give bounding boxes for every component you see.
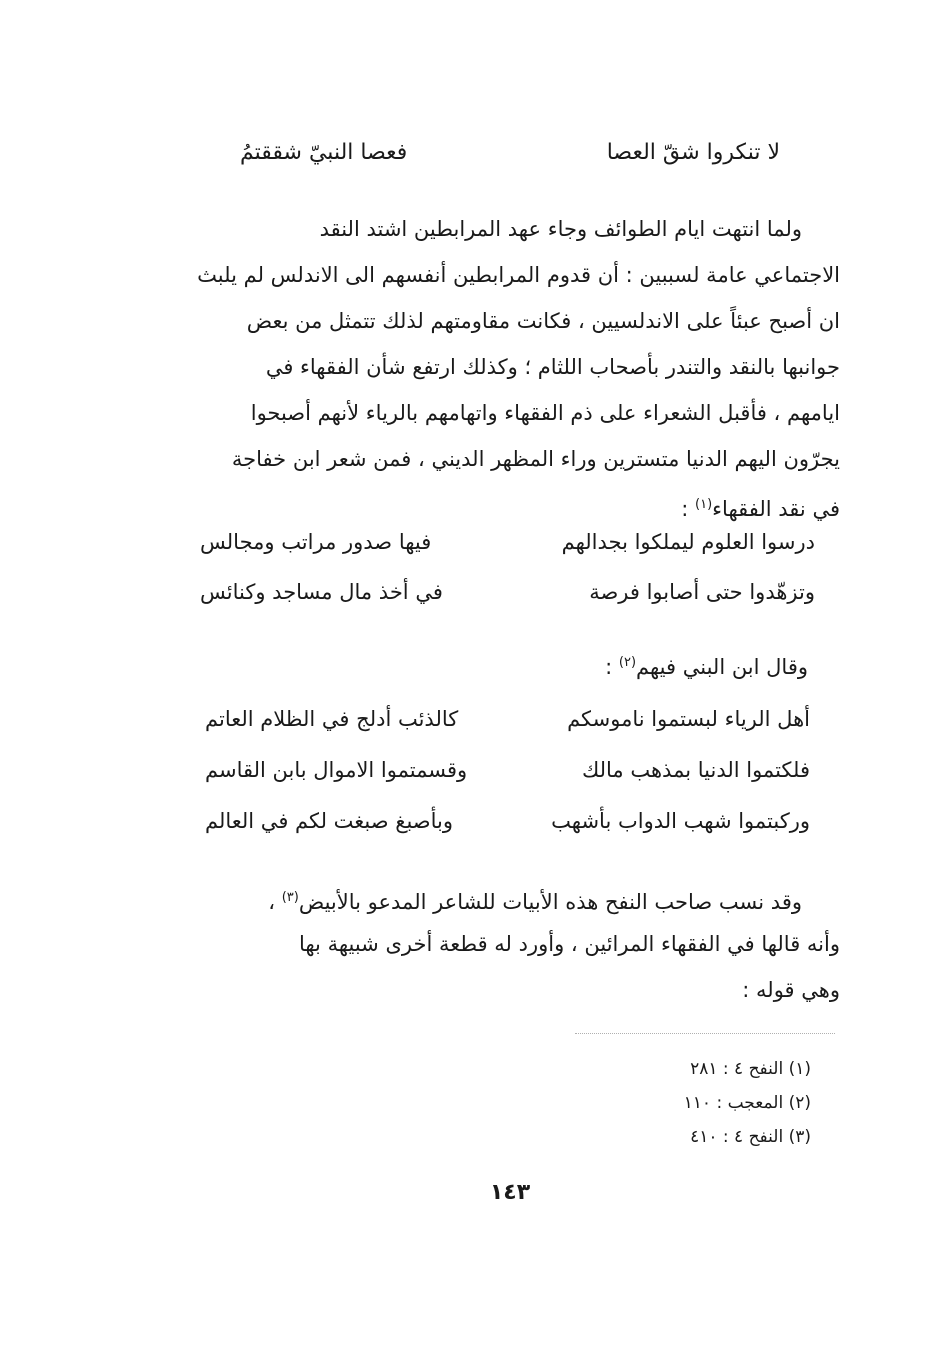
poem-hemistich-first: وتزهّدوا حتى أصابوا فرصة [589,580,815,604]
footnote: (٢) المعجب : ١١٠ [683,1093,811,1113]
paragraph-2 [185,875,840,1013]
footnote-ref-3: (٣) [281,890,299,905]
intro-ibn-albani [605,655,808,679]
poem-verse [200,530,815,580]
poem-hemistich-second: في أخذ مال مساجد وكنائس [200,580,443,604]
opening-verse-hemistich-2: فعصا النبيّ شققتمُ [240,140,408,165]
poem-hemistich-first: فلكتموا الدنيا بمذهب مالك [581,758,810,782]
footnote: (٣) النفح ٤ : ٤١٠ [690,1127,811,1147]
footnote: (١) النفح ٤ : ٢٨١ [690,1059,811,1079]
poem-verse [205,758,810,809]
poem-ibn-albani [205,707,810,860]
poem-ibn-khafaja [200,530,815,630]
paragraph-1-last-line [185,482,840,528]
paragraph-1 [185,206,840,528]
footnote-ref-2: (٢) [618,655,637,670]
poem-hemistich-first: درسوا العلوم ليملكوا بجدالهم [561,530,815,554]
poem-hemistich-first: أهل الرياء لبستموا ناموسكم [567,707,810,731]
footnote-separator [575,1033,835,1034]
poem-hemistich-second: وبأصبغ صبغت لكم في العالم [205,809,454,833]
poem-hemistich-second: فيها صدور مراتب ومجالس [200,530,432,554]
paragraph-1-line: ولما انتهت ايام الطوائف وجاء عهد المرابطين اشتد النقد [319,217,802,241]
paragraph-1-line: جوانبها بالنقد والتندر بأصحاب اللثام ؛ وكذلك ارتفع شأن الفقهاء في [265,355,840,379]
footnote-ref-1: (١) [695,497,713,512]
footnotes [684,1052,811,1154]
paragraph-1-line: في نقد الفقهاء [712,497,840,521]
poem-verse [205,809,810,860]
paragraph-1-line: ايامهم ، فأقبل الشعراء على ذم الفقهاء واتهامهم بالرياء لأنهم أصبحوا [250,401,840,425]
poem-verse [200,580,815,630]
paragraph-2-line: وقد نسب صاحب النفح هذه الأبيات للشاعر المدعو بالأبيض [298,890,802,914]
paragraph-2-first-line [185,875,840,921]
opening-verse [240,140,780,180]
paragraph-1-ending: : [681,497,696,521]
intro-ending: : [605,655,619,679]
poem-hemistich-second: كالذئب أدلج في الظلام العاتم [205,707,459,731]
paragraph-1-line: يجرّون اليهم الدنيا متسترين وراء المظهر الديني ، فمن شعر ابن خفاجة [231,447,840,471]
poem-verse [205,707,810,758]
paragraph-2-line-end: ، [268,890,282,914]
paragraph-1-line: ان أصبح عبئاً على الاندلسيين ، فكانت مقاومتهم لذلك تتمثل من بعض [246,309,840,333]
poem-hemistich-first: وركبتموا شهب الدواب بأشهب [551,809,810,833]
paragraph-2-line: وهي قوله : [742,978,840,1002]
paragraph-2-line: وأنه قالها في الفقهاء المرائين ، وأورد له قطعة أخرى شبيهة بها [298,932,840,956]
intro-text: وقال ابن البني فيهم [636,655,808,679]
opening-verse-hemistich-1: لا تنكروا شقّ العصا [606,140,780,165]
page-number: ١٤٣ [489,1180,531,1205]
poem-hemistich-second: وقسمتموا الاموال بابن القاسم [205,758,468,782]
paragraph-1-line: الاجتماعي عامة لسببين : أن قدوم المرابطين أنفسهم الى الاندلس لم يلبث [197,263,840,287]
